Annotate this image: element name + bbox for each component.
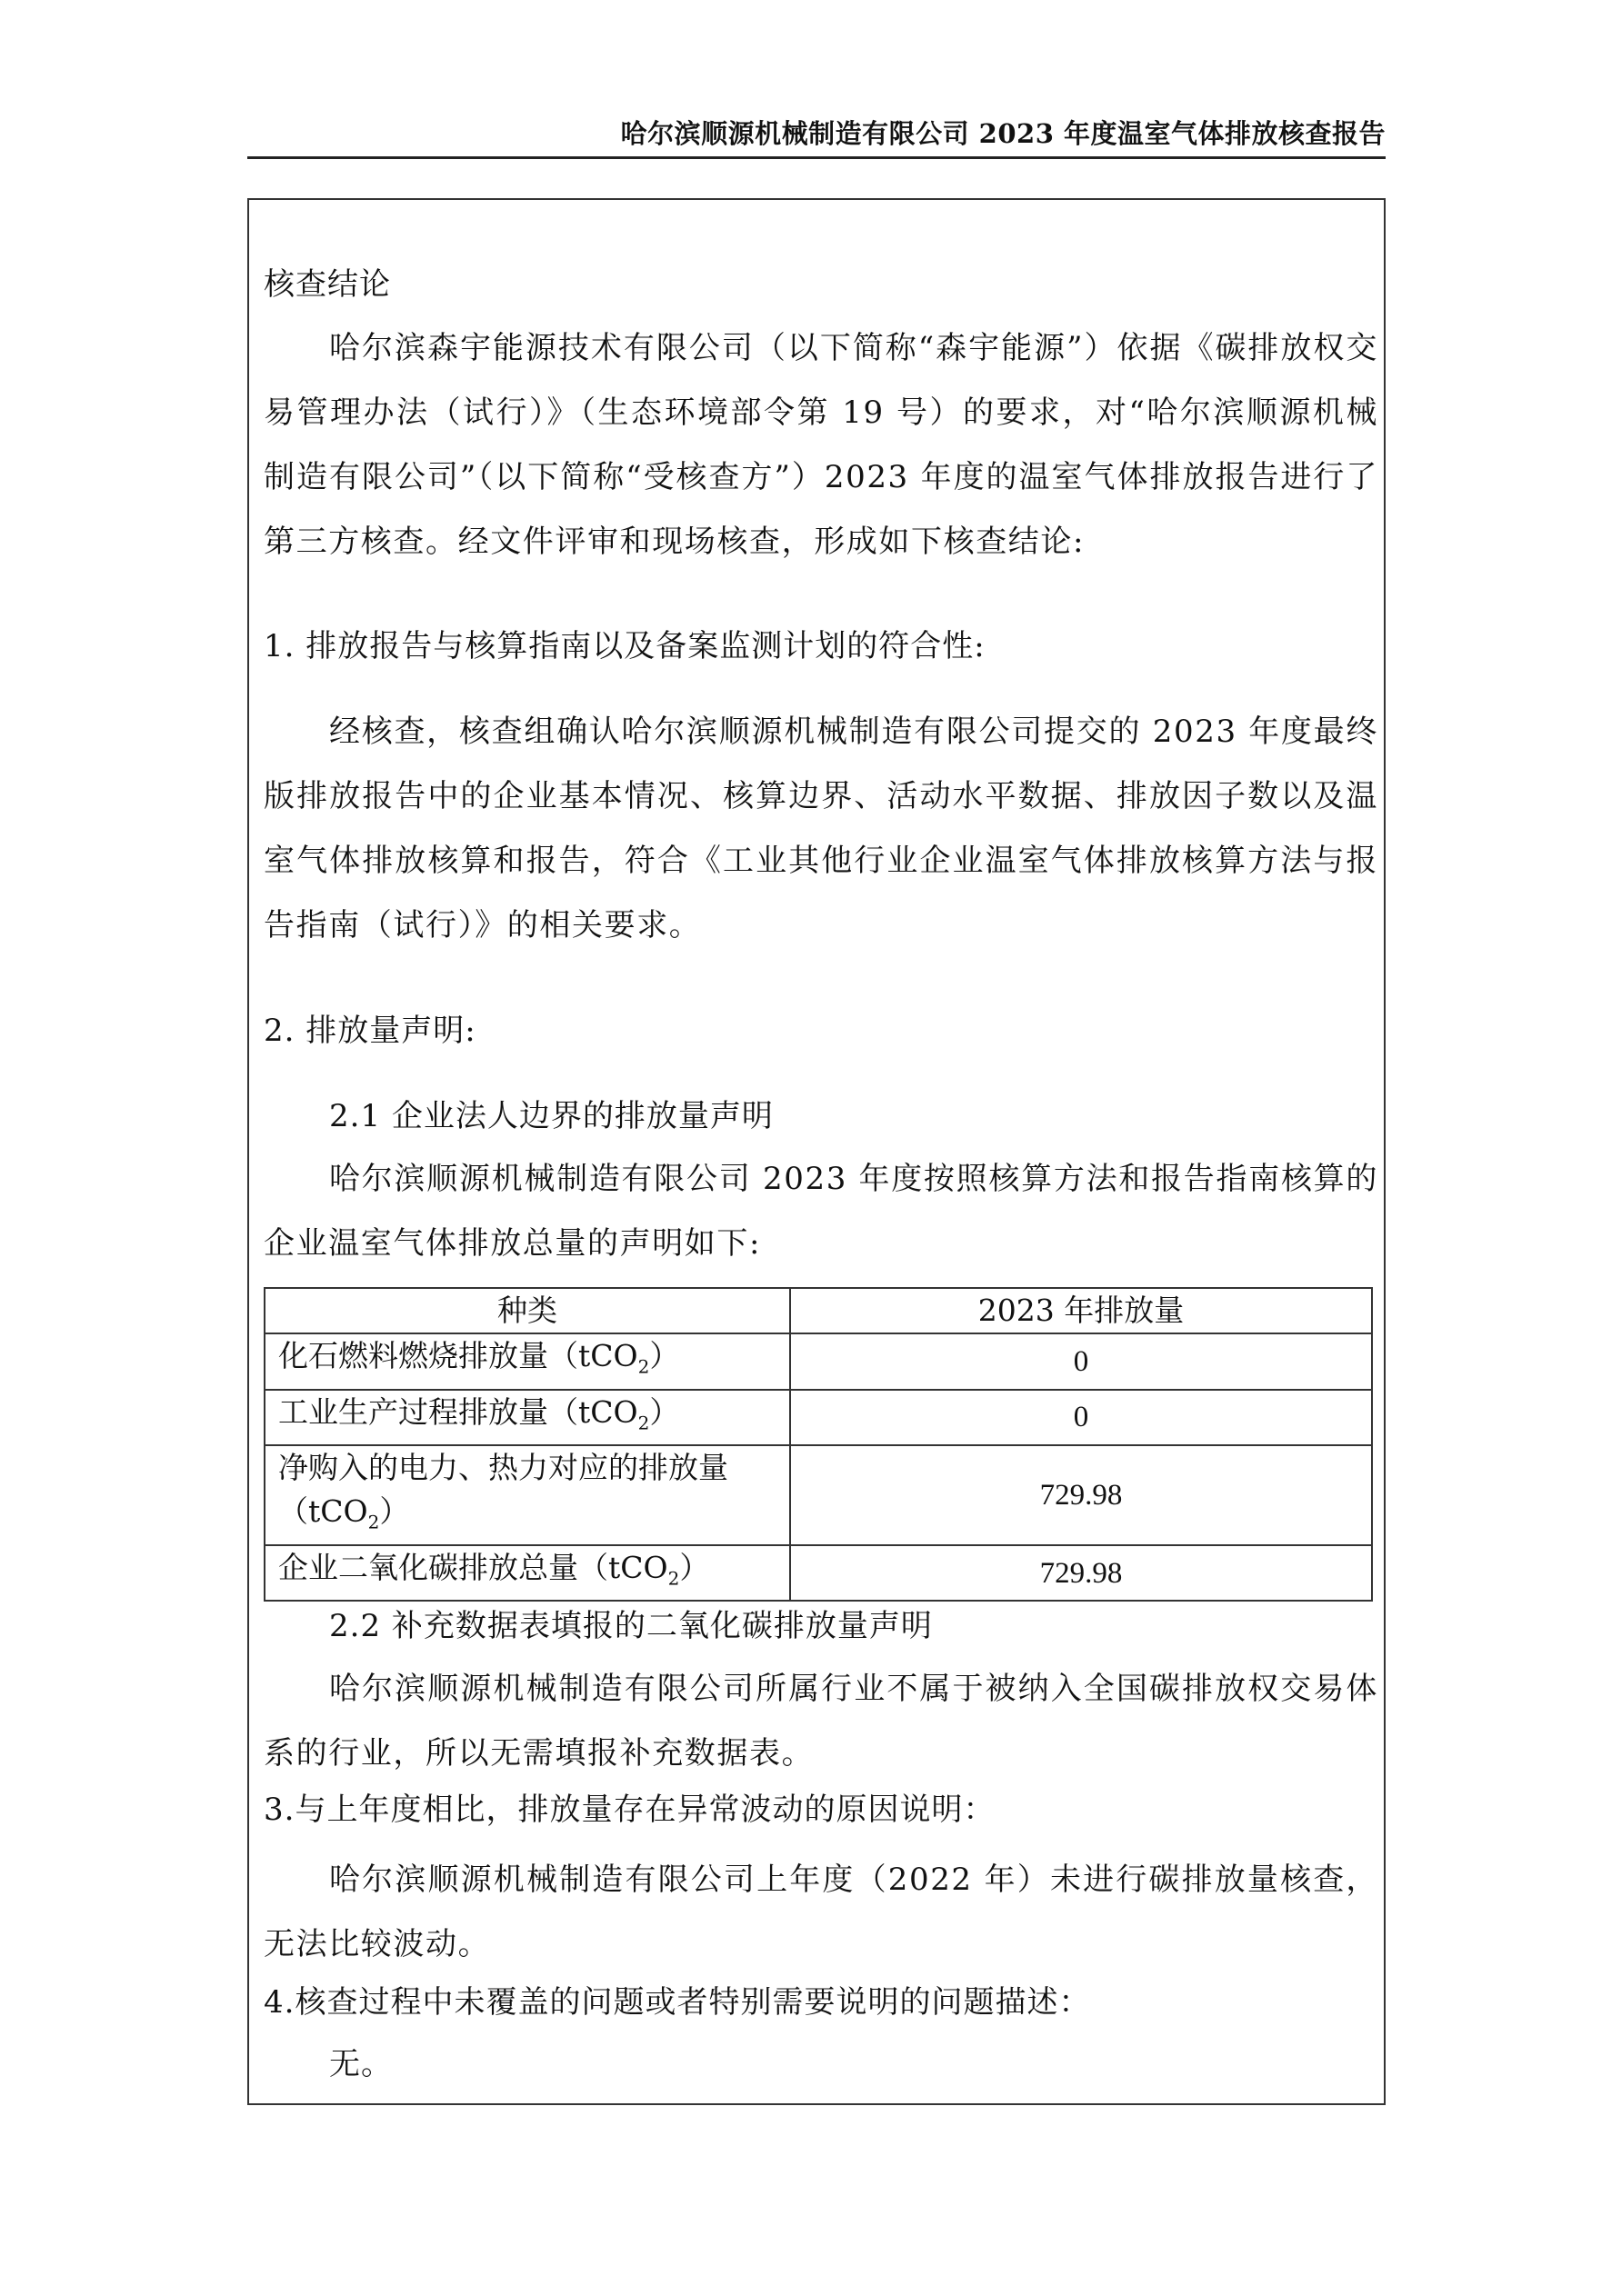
- section2-2-heading: 2.2 补充数据表填报的二氧化碳排放量声明: [329, 1608, 933, 1644]
- section4-body: 无。: [329, 2046, 393, 2082]
- table-row: [265, 1390, 1372, 1446]
- emission-table: [264, 1287, 1373, 1602]
- header-divider: [247, 156, 1386, 159]
- table-header-row: [265, 1288, 1372, 1333]
- section2-1-body: 哈尔滨顺源机械制造有限公司 2023 年度按照核算方法和报告指南核算的企业温室气体排放总量的声明如下:: [264, 1161, 1378, 1262]
- table-row-label: 企业二氧化碳排放总量（tCO$_2$）: [265, 1545, 790, 1602]
- report-header-title: 哈尔滨顺源机械制造有限公司 2023 年度温室气体排放核查报告: [620, 118, 1386, 149]
- section2-heading: 2. 排放量声明:: [264, 1013, 476, 1049]
- section3-body: 哈尔滨顺源机械制造有限公司上年度（2022 年）未进行碳排放量核查，无法比较波动。: [264, 1862, 1378, 1962]
- table-row-value: 729.98: [790, 1445, 1372, 1545]
- conclusion-intro: 哈尔滨森宇能源技术有限公司（以下简称“森宇能源”）依据《碳排放权交易管理办法（试行）》（生态环境部令第 19 号）的要求，对“哈尔滨顺源机械制造有限公司”（以下简称“受核查方”）2023 年度的温室气体排放报告进行了第三方核查。经文件评审和现场核查，形成如下核查结论:: [264, 330, 1378, 560]
- table-row-label: 工业生产过程排放量（tCO$_2$）: [265, 1390, 790, 1446]
- section1-body: 经核查，核查组确认哈尔滨顺源机械制造有限公司提交的 2023 年度最终版排放报告中的企业基本情况、核算边界、活动水平数据、排放因子数以及温室气体排放核算和报告，符合《工业其他行业企业温室气体排放核算方法与报告指南（试行）》的相关要求。: [264, 714, 1378, 943]
- table-row: [265, 1333, 1372, 1390]
- section2-1-heading: 2.1 企业法人边界的排放量声明: [329, 1098, 774, 1134]
- table-row-label: 净购入的电力、热力对应的排放量 （tCO$_2$）: [265, 1445, 790, 1545]
- table-row: [265, 1545, 1372, 1602]
- section4-heading: 4.核查过程中未覆盖的问题或者特别需要说明的问题描述：: [264, 1984, 1091, 2021]
- table-row-value: 0: [790, 1390, 1372, 1446]
- section2-2-body: 哈尔滨顺源机械制造有限公司所属行业不属于被纳入全国碳排放权交易体系的行业，所以无需填报补充数据表。: [264, 1671, 1378, 1772]
- table-row-value: 729.98: [790, 1545, 1372, 1602]
- conclusion-heading: 核查结论: [264, 266, 391, 303]
- section3-heading: 3.与上年度相比，排放量存在异常波动的原因说明：: [264, 1792, 996, 1828]
- table-row: [265, 1445, 1372, 1545]
- section1-heading: 1. 排放报告与核算指南以及备案监测计划的符合性:: [264, 628, 986, 664]
- table-row-label: 化石燃料燃烧排放量（tCO$_2$）: [265, 1333, 790, 1390]
- table-header-type: 种类: [265, 1288, 790, 1333]
- table-header-value: 2023 年排放量: [790, 1288, 1372, 1333]
- table-row-value: 0: [790, 1333, 1372, 1390]
